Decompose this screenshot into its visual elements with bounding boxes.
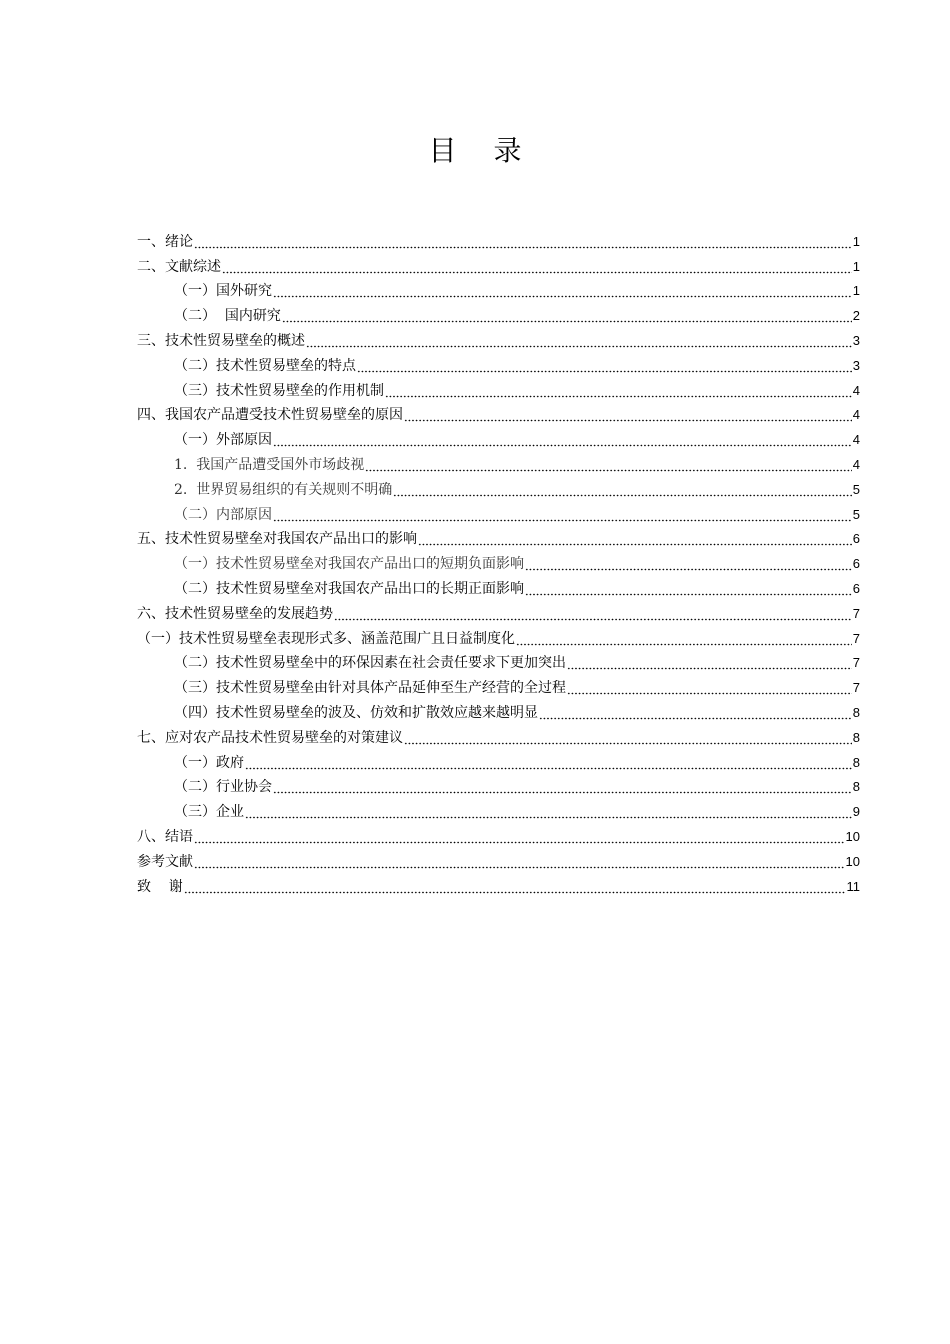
toc-entry[interactable] [137, 401, 860, 426]
toc-dot-leader [273, 284, 852, 298]
toc-page-number: 9 [852, 804, 860, 820]
toc-page-number: 3 [852, 357, 860, 373]
toc-entry-title: 2. 世界贸易组织的有关规则不明确 [174, 481, 393, 498]
toc-entry-title: 1. 我国产品遭受国外市场歧视 [174, 456, 365, 473]
toc-page-number: 4 [852, 432, 860, 448]
toc-entry-title: （一）国外研究 [174, 283, 272, 300]
toc-entry[interactable] [137, 698, 860, 723]
toc-entry[interactable] [137, 574, 860, 599]
toc-dot-leader [567, 681, 852, 695]
toc-entry[interactable] [137, 723, 860, 748]
toc-page-number: 7 [852, 605, 860, 621]
toc-dot-leader [525, 557, 852, 571]
toc-page-number: 8 [852, 754, 860, 770]
toc-entry-title: （二） 国内研究 [174, 308, 281, 325]
toc-entry[interactable] [137, 748, 860, 773]
toc-entry[interactable] [137, 649, 860, 674]
toc-entry-title: 一、绪论 [137, 233, 193, 250]
toc-dot-leader [282, 309, 852, 323]
toc-page-number: 6 [852, 556, 860, 572]
toc-entry-title: （一）政府 [174, 754, 244, 771]
toc-dot-leader [273, 433, 852, 447]
toc-entry[interactable] [137, 475, 860, 500]
toc-dot-leader [357, 359, 852, 373]
toc-page-number: 10 [845, 853, 860, 869]
toc-page-number: 4 [852, 382, 860, 398]
toc-page-number: 8 [852, 779, 860, 795]
toc-dot-leader [567, 656, 852, 670]
toc-page-number: 2 [852, 308, 860, 324]
toc-dot-leader [245, 805, 852, 819]
toc-entry-title: 致 谢 [137, 878, 183, 895]
toc-entry[interactable] [137, 301, 860, 326]
toc-entry[interactable] [137, 773, 860, 798]
toc-dot-leader [194, 235, 852, 249]
toc-entry-title: （二）内部原因 [174, 506, 272, 523]
toc-entry[interactable] [137, 847, 860, 872]
toc-page-number: 10 [845, 828, 860, 844]
toc-entry[interactable] [137, 673, 860, 698]
toc-dot-leader [273, 508, 852, 522]
toc-entry-title: （二）技术性贸易壁垒的特点 [174, 357, 356, 374]
toc-entry-title: （四）技术性贸易壁垒的波及、仿效和扩散效应越来越明显 [174, 704, 538, 721]
toc-entry-title: 五、技术性贸易壁垒对我国农产品出口的影响 [137, 531, 417, 548]
toc-entry[interactable] [137, 450, 860, 475]
toc-entry-title: 四、我国农产品遭受技术性贸易壁垒的原因 [137, 407, 403, 424]
toc-entry[interactable] [137, 376, 860, 401]
toc-page-number: 6 [852, 580, 860, 596]
toc-entry-title: （一）外部原因 [174, 432, 272, 449]
toc-page-number: 5 [852, 506, 860, 522]
toc-entry-title: （二）技术性贸易壁垒中的环保因素在社会责任要求下更加突出 [174, 655, 566, 672]
toc-page-number: 1 [852, 283, 860, 299]
toc-dot-leader [273, 780, 852, 794]
toc-dot-leader [418, 532, 852, 546]
toc-entry[interactable] [137, 624, 860, 649]
toc-entry-title: 六、技术性贸易壁垒的发展趋势 [137, 605, 333, 622]
toc-dot-leader [194, 830, 845, 844]
toc-page-number: 11 [846, 878, 860, 894]
toc-page-number: 8 [852, 729, 860, 745]
toc-entry-title: 七、应对农产品技术性贸易壁垒的对策建议 [137, 729, 403, 746]
toc-entry-title: 八、结语 [137, 828, 193, 845]
toc-entry[interactable] [137, 599, 860, 624]
toc-page-number: 4 [852, 456, 860, 472]
toc-entry-title: （三）技术性贸易壁垒由针对具体产品延伸至生产经营的全过程 [174, 680, 566, 697]
toc-page-number: 5 [852, 481, 860, 497]
table-of-contents [137, 227, 860, 897]
toc-dot-leader [525, 582, 852, 596]
toc-dot-leader [516, 632, 852, 646]
toc-entry-title: （一）技术性贸易壁垒对我国农产品出口的短期负面影响 [174, 556, 524, 573]
toc-entry[interactable] [137, 797, 860, 822]
toc-dot-leader [539, 706, 852, 720]
toc-dot-leader [184, 880, 846, 894]
toc-entry-title: 二、文献综述 [137, 258, 221, 275]
toc-dot-leader [245, 756, 852, 770]
toc-entry[interactable] [137, 252, 860, 277]
toc-entry[interactable] [137, 326, 860, 351]
toc-dot-leader [404, 408, 852, 422]
toc-entry-title: （一）技术性贸易壁垒表现形式多、涵盖范围广且日益制度化 [137, 630, 515, 647]
toc-dot-leader [365, 458, 852, 472]
toc-page-number: 7 [852, 680, 860, 696]
toc-entry[interactable] [137, 872, 860, 897]
toc-page-number: 1 [852, 233, 860, 249]
page-title: 目 录 [428, 134, 536, 167]
toc-dot-leader [222, 260, 852, 274]
toc-entry[interactable] [137, 277, 860, 302]
toc-entry[interactable] [137, 227, 860, 252]
toc-entry-title: （二）技术性贸易壁垒对我国农产品出口的长期正面影响 [174, 580, 524, 597]
toc-entry[interactable] [137, 822, 860, 847]
toc-page-number: 7 [852, 655, 860, 671]
toc-dot-leader [194, 855, 845, 869]
toc-entry[interactable] [137, 500, 860, 525]
toc-page-number: 8 [852, 704, 860, 720]
toc-entry-title: （三）企业 [174, 804, 244, 821]
toc-entry[interactable] [137, 525, 860, 550]
toc-page-number: 7 [852, 630, 860, 646]
toc-entry-title: （二）行业协会 [174, 779, 272, 796]
toc-entry[interactable] [137, 549, 860, 574]
toc-entry[interactable] [137, 425, 860, 450]
toc-page-number: 1 [852, 258, 860, 274]
toc-dot-leader [334, 607, 852, 621]
toc-page-number: 6 [852, 531, 860, 547]
toc-dot-leader [306, 334, 852, 348]
toc-entry-title: （三）技术性贸易壁垒的作用机制 [174, 382, 384, 399]
toc-dot-leader [393, 483, 852, 497]
toc-dot-leader [385, 384, 852, 398]
toc-page-number: 4 [852, 407, 860, 423]
toc-entry[interactable] [137, 351, 860, 376]
toc-entry-title: 三、技术性贸易壁垒的概述 [137, 332, 305, 349]
toc-dot-leader [404, 731, 852, 745]
toc-entry-title: 参考文献 [137, 853, 193, 870]
toc-page-number: 3 [852, 332, 860, 348]
